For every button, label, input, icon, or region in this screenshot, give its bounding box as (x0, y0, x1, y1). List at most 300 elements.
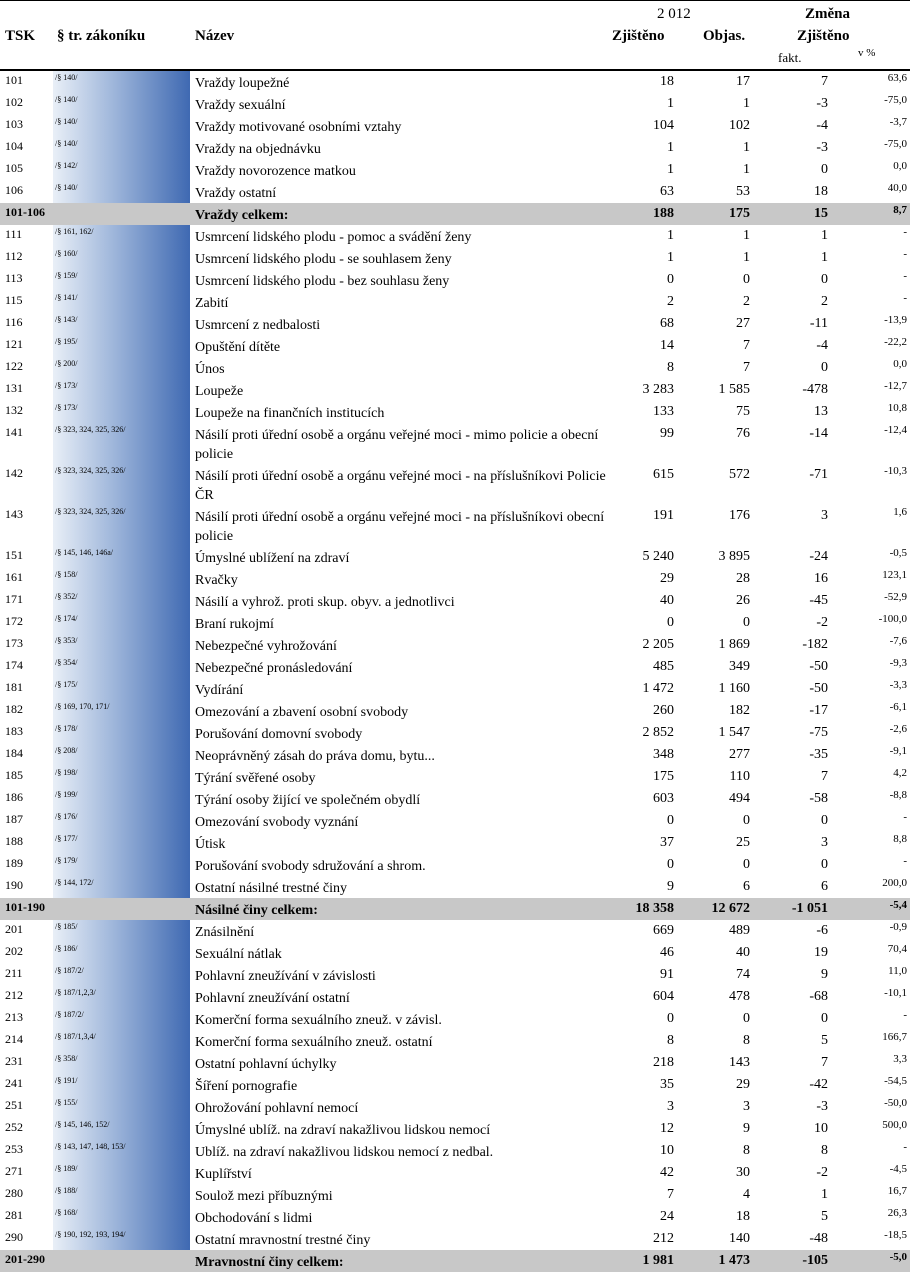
row-solved: 1 (743, 162, 750, 177)
row-code: 122 (5, 359, 23, 373)
row-change-fakt: -35 (809, 747, 828, 762)
row-found: 7 (667, 1187, 674, 1202)
row-paragraph: /§ 158/ (53, 568, 190, 590)
header-solved: Objas. (703, 28, 746, 44)
row-code: 184 (5, 746, 23, 760)
row-paragraph: /§ 159/ (53, 269, 190, 291)
row-code: 271 (5, 1164, 23, 1178)
table-row (0, 1096, 910, 1118)
row-change-pct: 1,6 (893, 506, 907, 518)
row-code: 115 (5, 293, 23, 307)
row-found: 615 (653, 467, 674, 482)
row-found: 1 (667, 162, 674, 177)
row-change-fakt: 5 (821, 1033, 828, 1048)
row-name: Vraždy na objednávku (195, 142, 321, 157)
table-row (0, 137, 910, 159)
row-name: Sexuální nátlak (195, 947, 282, 962)
row-paragraph: /§ 168/ (53, 1206, 190, 1228)
row-change-pct: 8,7 (893, 204, 907, 216)
row-change-pct: -3,7 (889, 116, 907, 128)
row-change-fakt: -3 (816, 1099, 828, 1114)
row-change-pct: 16,7 (887, 1185, 907, 1197)
row-code: 202 (5, 944, 23, 958)
row-paragraph: /§ 190, 192, 193, 194/ (53, 1228, 190, 1250)
row-change-fakt: 6 (821, 879, 828, 894)
row-name: Vydírání (195, 683, 244, 698)
row-change-pct: -75,0 (884, 138, 907, 150)
row-found: 104 (653, 118, 674, 133)
table-row (0, 357, 910, 379)
row-paragraph: /§ 141/ (53, 291, 190, 313)
row-solved: 1 (743, 250, 750, 265)
row-change-fakt: 0 (821, 813, 828, 828)
row-found: 1 (667, 228, 674, 243)
header-found: Zjištěno (612, 28, 665, 44)
row-paragraph: /§ 187/1,2,3/ (53, 986, 190, 1008)
row-change-fakt: 1 (821, 228, 828, 243)
row-paragraph: /§ 140/ (53, 93, 190, 115)
row-found: 18 358 (635, 901, 674, 916)
row-change-fakt: 0 (821, 360, 828, 375)
row-solved: 4 (743, 1187, 750, 1202)
table-row (0, 876, 910, 898)
row-solved: 0 (743, 615, 750, 630)
row-change-fakt: -42 (809, 1077, 828, 1092)
row-code: 290 (5, 1230, 23, 1244)
row-name: Týrání osoby žijící ve společném obydlí (195, 793, 421, 808)
row-paragraph: /§ 191/ (53, 1074, 190, 1096)
table-row (0, 722, 910, 744)
row-paragraph: /§ 143/ (53, 313, 190, 335)
row-paragraph: /§ 187/2/ (53, 964, 190, 986)
row-change-fakt: -182 (802, 637, 828, 652)
row-paragraph: /§ 173/ (53, 401, 190, 423)
row-change-fakt: -1 051 (791, 901, 828, 916)
row-name: Usmrcení z nedbalosti (195, 318, 321, 333)
row-solved: 7 (743, 360, 750, 375)
row-found: 5 240 (642, 549, 674, 564)
row-found: 8 (667, 1033, 674, 1048)
row-paragraph: /§ 195/ (53, 335, 190, 357)
row-code: 212 (5, 988, 23, 1002)
row-change-pct: - (903, 226, 907, 238)
row-code: 143 (5, 507, 23, 521)
row-solved: 30 (736, 1165, 750, 1180)
row-paragraph: /§ 177/ (53, 832, 190, 854)
row-paragraph: /§ 358/ (53, 1052, 190, 1074)
row-solved: 489 (729, 923, 750, 938)
row-found: 348 (653, 747, 674, 762)
row-found: 37 (660, 835, 674, 850)
row-solved: 26 (736, 593, 750, 608)
row-paragraph: /§ 176/ (53, 810, 190, 832)
row-name: Zabití (195, 296, 229, 311)
row-change-fakt: -50 (809, 681, 828, 696)
table-row (0, 291, 910, 313)
row-name: Loupeže na finančních institucích (195, 406, 385, 421)
row-solved: 1 160 (718, 681, 750, 696)
row-found: 29 (660, 571, 674, 586)
row-code: 181 (5, 680, 23, 694)
row-paragraph: /§ 323, 324, 325, 326/ (53, 423, 190, 464)
row-code: 106 (5, 183, 23, 197)
row-change-pct: -0,5 (889, 547, 907, 559)
row-change-fakt: 19 (814, 945, 828, 960)
row-found: 1 (667, 250, 674, 265)
row-solved: 28 (736, 571, 750, 586)
row-change-fakt: 2 (821, 294, 828, 309)
row-code: 186 (5, 790, 23, 804)
row-name: Omezování svobody vyznání (195, 815, 359, 830)
row-code: 174 (5, 658, 23, 672)
row-name: Rvačky (195, 573, 238, 588)
row-found: 40 (660, 593, 674, 608)
row-name: Útisk (195, 837, 226, 852)
row-paragraph: /§ 145, 146, 146a/ (53, 546, 190, 568)
row-change-pct: -12,4 (884, 424, 907, 436)
row-code: 161 (5, 570, 23, 584)
row-change-fakt: -24 (809, 549, 828, 564)
row-code: 131 (5, 381, 23, 395)
row-code: 188 (5, 834, 23, 848)
row-solved: 8 (743, 1033, 750, 1048)
row-name: Násilí proti úřední osobě a orgánu veřejné moci - na příslušníkovi Policie ČR (195, 469, 606, 503)
row-name: Vraždy celkem: (195, 208, 289, 223)
table-row (0, 1184, 910, 1206)
row-solved: 1 (743, 140, 750, 155)
row-code: 104 (5, 139, 23, 153)
row-solved: 3 895 (718, 549, 750, 564)
row-paragraph: /§ 178/ (53, 722, 190, 744)
row-solved: 0 (743, 813, 750, 828)
row-name: Ostatní násilné trestné činy (195, 881, 348, 896)
table-row (0, 1206, 910, 1228)
row-code: 151 (5, 548, 23, 562)
row-solved: 143 (729, 1055, 750, 1070)
row-code: 141 (5, 425, 23, 439)
row-found: 0 (667, 615, 674, 630)
table-row (0, 505, 910, 546)
row-change-pct: - (903, 270, 907, 282)
row-solved: 0 (743, 1011, 750, 1026)
table-row (0, 766, 910, 788)
row-paragraph: /§ 187/1,3,4/ (53, 1030, 190, 1052)
row-change-pct: -13,9 (884, 314, 907, 326)
row-change-pct: - (903, 811, 907, 823)
row-change-pct: 200,0 (882, 877, 907, 889)
table-row (0, 225, 910, 247)
row-name: Porušování svobody sdružování a shrom. (195, 859, 426, 874)
row-paragraph: /§ 143, 147, 148, 153/ (53, 1140, 190, 1162)
row-solved: 0 (743, 857, 750, 872)
row-solved: 1 473 (718, 1253, 750, 1268)
row-change-pct: -9,3 (889, 657, 907, 669)
row-change-fakt: 9 (821, 967, 828, 982)
table-row (0, 1008, 910, 1030)
table-row (0, 788, 910, 810)
row-found: 42 (660, 1165, 674, 1180)
row-paragraph: /§ 185/ (53, 920, 190, 942)
row-paragraph: /§ 161, 162/ (53, 225, 190, 247)
row-change-pct: -10,1 (884, 987, 907, 999)
row-found: 1 (667, 96, 674, 111)
row-change-fakt: -11 (809, 316, 828, 331)
row-change-fakt: -2 (816, 615, 828, 630)
table-row (0, 1074, 910, 1096)
row-found: 10 (660, 1143, 674, 1158)
table-row (0, 1228, 910, 1250)
row-solved: 75 (736, 404, 750, 419)
row-change-fakt: 0 (821, 162, 828, 177)
row-code: 280 (5, 1186, 23, 1200)
total-row (0, 1250, 910, 1272)
row-paragraph: /§ 174/ (53, 612, 190, 634)
row-name: Loupeže (195, 384, 244, 399)
row-code: 171 (5, 592, 23, 606)
row-name: Kuplířství (195, 1167, 252, 1182)
row-change-pct: - (903, 1009, 907, 1021)
table-row (0, 744, 910, 766)
row-change-pct: 500,0 (882, 1119, 907, 1131)
row-found: 68 (660, 316, 674, 331)
table-row (0, 920, 910, 942)
row-found: 2 852 (642, 725, 674, 740)
row-change-fakt: 0 (821, 857, 828, 872)
row-found: 260 (653, 703, 674, 718)
row-change-pct: - (903, 292, 907, 304)
row-code: 252 (5, 1120, 23, 1134)
row-solved: 175 (729, 206, 750, 221)
row-found: 1 (667, 140, 674, 155)
row-solved: 494 (729, 791, 750, 806)
row-name: Násilí a vyhrož. proti skup. obyv. a jednotlivci (195, 595, 455, 610)
row-name: Násilné činy celkem: (195, 903, 318, 918)
row-name: Porušování domovní svobody (195, 727, 363, 742)
row-change-pct: -4,5 (889, 1163, 907, 1175)
row-change-pct: -54,5 (884, 1075, 907, 1087)
table-row (0, 313, 910, 335)
row-code: 101-106 (5, 205, 45, 219)
row-solved: 1 (743, 96, 750, 111)
table-row (0, 159, 910, 181)
row-found: 0 (667, 272, 674, 287)
row-found: 603 (653, 791, 674, 806)
row-solved: 1 869 (718, 637, 750, 652)
row-solved: 110 (729, 769, 750, 784)
row-found: 46 (660, 945, 674, 960)
row-found: 1 981 (642, 1253, 674, 1268)
row-paragraph: /§ 140/ (53, 181, 190, 203)
row-change-fakt: -4 (816, 118, 828, 133)
row-name: Ostatní pohlavní úchylky (195, 1057, 337, 1072)
row-change-fakt: -6 (816, 923, 828, 938)
row-change-fakt: -478 (802, 382, 828, 397)
row-paragraph: /§ 188/ (53, 1184, 190, 1206)
row-solved: 29 (736, 1077, 750, 1092)
row-found: 188 (653, 206, 674, 221)
row-name: Úmyslné ublíž. na zdraví nakažlivou lidskou nemocí (195, 1123, 491, 1138)
row-change-pct: -0,9 (889, 921, 907, 933)
row-paragraph: /§ 160/ (53, 247, 190, 269)
table-row (0, 423, 910, 464)
row-change-pct: 0,0 (893, 160, 907, 172)
row-change-pct: 0,0 (893, 358, 907, 370)
table-body (0, 71, 910, 1272)
table-row (0, 1140, 910, 1162)
row-paragraph: /§ 353/ (53, 634, 190, 656)
table-row (0, 634, 910, 656)
row-change-fakt: -48 (809, 1231, 828, 1246)
row-code: 173 (5, 636, 23, 650)
row-found: 3 (667, 1099, 674, 1114)
row-change-fakt: -17 (809, 703, 828, 718)
row-solved: 27 (736, 316, 750, 331)
row-paragraph: /§ 354/ (53, 656, 190, 678)
row-change-pct: -2,6 (889, 723, 907, 735)
table-row (0, 379, 910, 401)
row-change-pct: - (903, 855, 907, 867)
row-solved: 18 (736, 1209, 750, 1224)
row-solved: 25 (736, 835, 750, 850)
row-code: 112 (5, 249, 23, 263)
table-row (0, 656, 910, 678)
row-change-pct: 70,4 (887, 943, 907, 955)
row-name: Znásilnění (195, 925, 255, 940)
row-name: Komerční forma sexuálního zneuž. v závisl. (195, 1013, 442, 1028)
row-paragraph: /§ 189/ (53, 1162, 190, 1184)
row-change-pct: - (903, 248, 907, 260)
row-paragraph: /§ 169, 170, 171/ (53, 700, 190, 722)
row-solved: 7 (743, 338, 750, 353)
row-solved: 182 (729, 703, 750, 718)
row-paragraph (53, 898, 190, 920)
table-row (0, 590, 910, 612)
row-solved: 1 (743, 228, 750, 243)
row-paragraph: /§ 140/ (53, 71, 190, 93)
row-found: 212 (653, 1231, 674, 1246)
row-found: 133 (653, 404, 674, 419)
row-change-fakt: 0 (821, 1011, 828, 1026)
row-change-pct: -5,4 (889, 899, 907, 911)
row-found: 24 (660, 1209, 674, 1224)
header-change-found: Zjištěno (797, 28, 850, 44)
row-change-fakt: 16 (814, 571, 828, 586)
row-name: Braní rukojmí (195, 617, 274, 632)
row-paragraph: /§ 187/2/ (53, 1008, 190, 1030)
row-code: 102 (5, 95, 23, 109)
header-change: Změna (805, 6, 850, 22)
row-paragraph: /§ 352/ (53, 590, 190, 612)
row-name: Vraždy sexuální (195, 98, 286, 113)
row-change-pct: 8,8 (893, 833, 907, 845)
row-solved: 1 547 (718, 725, 750, 740)
total-row (0, 898, 910, 920)
row-change-fakt: 5 (821, 1209, 828, 1224)
row-solved: 572 (729, 467, 750, 482)
row-found: 18 (660, 74, 674, 89)
row-solved: 12 672 (711, 901, 750, 916)
table-row (0, 568, 910, 590)
table-row (0, 1030, 910, 1052)
row-found: 2 (667, 294, 674, 309)
header-year: 2 012 (657, 6, 691, 22)
row-change-pct: 40,0 (887, 182, 907, 194)
table-row (0, 546, 910, 568)
row-code: 111 (5, 227, 23, 241)
table-row (0, 678, 910, 700)
row-code: 211 (5, 966, 23, 980)
row-paragraph: /§ 145, 146, 152/ (53, 1118, 190, 1140)
row-solved: 53 (736, 184, 750, 199)
row-change-fakt: -45 (809, 593, 828, 608)
row-name: Násilí proti úřední osobě a orgánu veřejné moci - mimo policie a obecní policie (195, 428, 599, 462)
row-code: 201-290 (5, 1252, 45, 1266)
table-row (0, 832, 910, 854)
row-solved: 277 (729, 747, 750, 762)
row-found: 0 (667, 1011, 674, 1026)
table-row (0, 810, 910, 832)
row-paragraph: /§ 186/ (53, 942, 190, 964)
table-row (0, 335, 910, 357)
row-paragraph: /§ 199/ (53, 788, 190, 810)
row-change-fakt: 7 (821, 74, 828, 89)
row-change-fakt: 18 (814, 184, 828, 199)
row-name: Vraždy novorozence matkou (195, 164, 356, 179)
row-name: Vraždy ostatní (195, 186, 277, 201)
row-change-pct: -75,0 (884, 94, 907, 106)
row-code: 190 (5, 878, 23, 892)
table-row (0, 93, 910, 115)
row-name: Pohlavní zneužívání v závislosti (195, 969, 376, 984)
row-paragraph: /§ 140/ (53, 115, 190, 137)
row-solved: 349 (729, 659, 750, 674)
table-row (0, 700, 910, 722)
total-row (0, 203, 910, 225)
row-found: 3 283 (642, 382, 674, 397)
row-solved: 0 (743, 272, 750, 287)
row-name: Ublíž. na zdraví nakažlivou lidskou nemocí z nedbal. (195, 1145, 494, 1160)
table-row (0, 181, 910, 203)
row-solved: 40 (736, 945, 750, 960)
row-change-pct: -50,0 (884, 1097, 907, 1109)
row-paragraph: /§ 323, 324, 325, 326/ (53, 464, 190, 505)
row-name: Nebezpečné pronásledování (195, 661, 353, 676)
row-change-pct: -22,2 (884, 336, 907, 348)
table-row (0, 247, 910, 269)
row-found: 35 (660, 1077, 674, 1092)
row-name: Obchodování s lidmi (195, 1211, 313, 1226)
row-change-pct: -52,9 (884, 591, 907, 603)
row-change-pct: 123,1 (882, 569, 907, 581)
row-change-fakt: -71 (809, 467, 828, 482)
row-change-fakt: -4 (816, 338, 828, 353)
table-row (0, 1162, 910, 1184)
row-paragraph: /§ 200/ (53, 357, 190, 379)
row-code: 213 (5, 1010, 23, 1024)
row-name: Soulož mezi příbuznými (195, 1189, 333, 1204)
row-found: 2 205 (642, 637, 674, 652)
row-change-fakt: 7 (821, 1055, 828, 1070)
row-solved: 8 (743, 1143, 750, 1158)
row-name: Ohrožování pohlavní nemocí (195, 1101, 359, 1116)
table-row (0, 269, 910, 291)
row-name: Opuštění dítěte (195, 340, 281, 355)
table-row (0, 964, 910, 986)
row-name: Usmrcení lidského plodu - se souhlasem ženy (195, 252, 452, 267)
row-code: 116 (5, 315, 23, 329)
row-change-fakt: 3 (821, 508, 828, 523)
row-found: 0 (667, 813, 674, 828)
